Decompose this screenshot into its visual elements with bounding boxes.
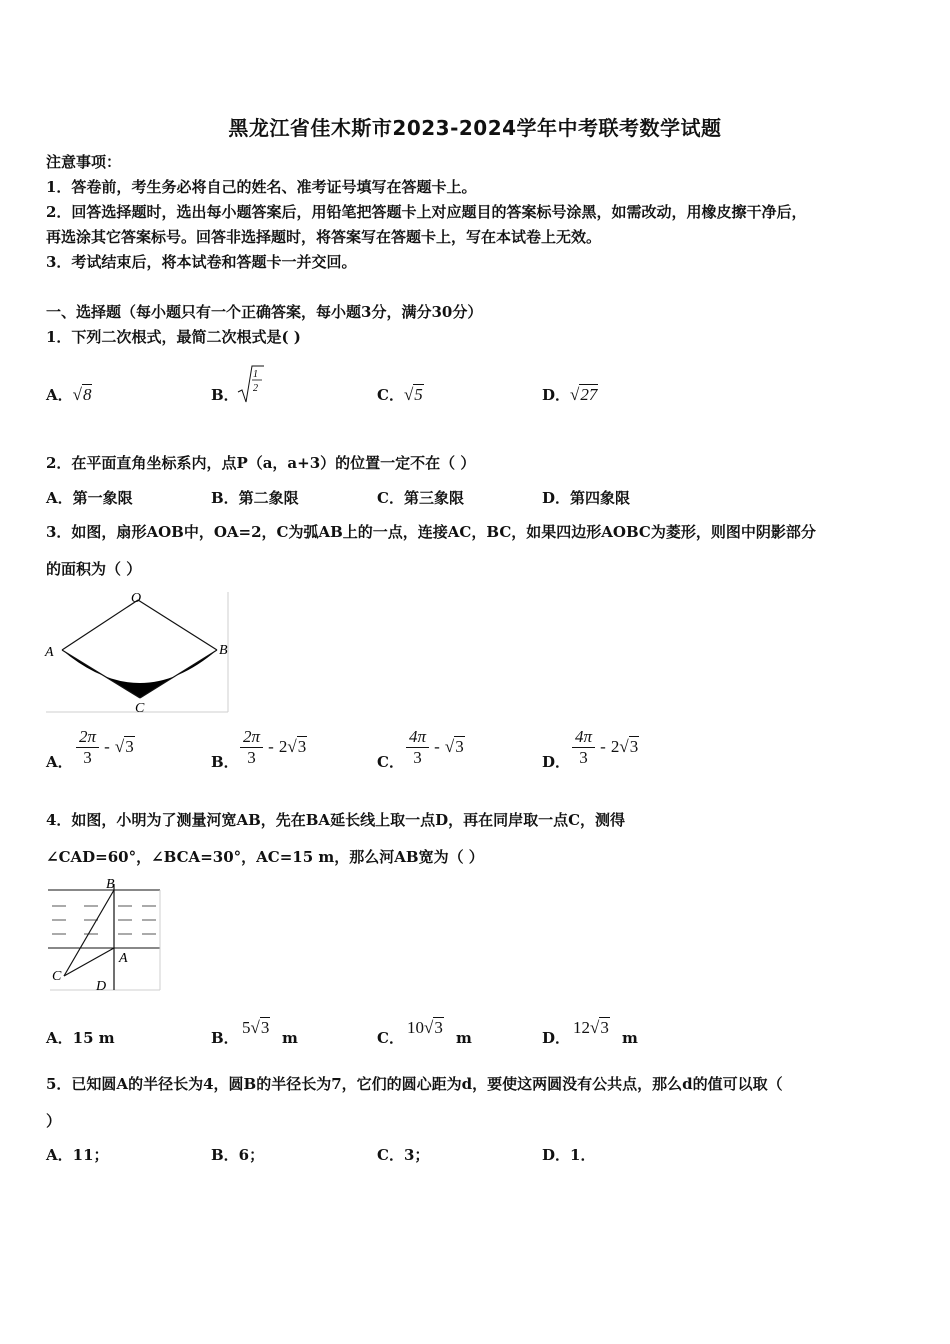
q5-option-d: D．1． — [542, 1146, 596, 1164]
q4-label-opt-a: A． — [46, 1029, 73, 1047]
q1-sqrt-a: √8 — [72, 385, 92, 404]
q3-a-radicand: 3 — [125, 737, 134, 756]
q3-a-num: 2π — [76, 727, 99, 748]
q5-option-b: B．6； — [211, 1146, 265, 1164]
q4-label-opt-c: C． — [377, 1029, 404, 1047]
page-title: 黑龙江省佳木斯市2023-2024学年中考联考数学试题 — [228, 116, 722, 140]
q5-stem-line1: 5．已知圆A的半径长为4，圆B的半径长为7，它们的圆心距为d，要使这两圆没有公共点，那么d的值可以取（ — [46, 1075, 783, 1093]
q4-a-value: 15 m — [72, 1029, 115, 1047]
q1-sqrt-b — [236, 364, 266, 408]
notice-item-3: 3．考试结束后，将本试卷和答题卡一并交回。 — [46, 253, 357, 271]
q3-d-den: 3 — [579, 748, 588, 767]
q1-stem: 1．下列二次根式，最简二次根式是( ) — [46, 328, 301, 346]
q1-frac-den: 2 — [253, 383, 258, 394]
q2-option-a: A．第一象限 — [46, 489, 133, 507]
q3-d-radicand: 3 — [629, 737, 639, 756]
q3-d-fraction — [572, 727, 595, 768]
q1-label-c: C． — [377, 386, 404, 404]
q3-b-minus: - — [268, 737, 274, 756]
q4-d-coef: 12 — [573, 1018, 590, 1037]
q3-b-num: 2π — [240, 727, 263, 748]
q4-label-opt-b: B． — [211, 1029, 239, 1047]
q1-option-c — [377, 385, 424, 405]
q3-a-den: 3 — [83, 748, 92, 767]
q3-label-opt-b: B． — [211, 753, 239, 771]
q3-label-opt-d: D． — [542, 753, 571, 771]
q3-b-coef: 2 — [278, 737, 288, 756]
q3-b-fraction — [240, 727, 263, 768]
q4-option-b — [242, 1018, 270, 1038]
q4-d-sqrt: 12√3 — [573, 1018, 609, 1037]
notice-item-2: 2．回答选择题时，选出每小题答案后，用铅笔把答题卡上对应题目的答案标号涂黑，如需改动，用橡皮擦干净后， — [46, 203, 807, 221]
q5-option-a: A．11； — [46, 1146, 109, 1164]
q1-option-b — [211, 385, 239, 405]
q3-option-c — [406, 727, 465, 768]
q4-label-c: C — [52, 969, 62, 984]
sector-figure — [42, 588, 234, 716]
q3-d-num: 4π — [572, 727, 595, 748]
q3-stem-line2: 的面积为（ ） — [46, 560, 142, 578]
q3-d-coef: 2 — [610, 737, 620, 756]
q1-label-d: D． — [542, 386, 571, 404]
q1-sqrt-c: √5 — [403, 385, 423, 404]
q1-option-d — [542, 385, 598, 405]
q5-stem-line2: ） — [46, 1112, 62, 1130]
notice-heading: 注意事项： — [46, 153, 122, 171]
q1-option-a — [46, 385, 92, 405]
q4-stem-line1: 4．如图，小明为了测量河宽AB，先在BA延长线上取一点D，再在同岸取一点C，测得 — [46, 811, 626, 829]
section-heading: 一、选择题（每小题只有一个正确答案，每小题3分，满分30分） — [46, 303, 483, 321]
notice-item-2-cont: 再选涂其它答案标号。回答非选择题时，将答案写在答题卡上，写在本试卷上无效。 — [46, 228, 602, 246]
q4-b-unit: m — [282, 1029, 298, 1047]
q3-a-fraction — [76, 727, 99, 768]
q4-d-radicand: 3 — [600, 1018, 609, 1037]
q4-c-coef: 10 — [407, 1018, 424, 1037]
q3-a-minus: - — [104, 737, 110, 756]
q5-option-c: C．3； — [377, 1146, 430, 1164]
q4-b-sqrt: 5√3 — [242, 1018, 270, 1037]
q2-option-c: C．第三象限 — [377, 489, 464, 507]
q1-sqrt-fraction — [236, 364, 266, 404]
q4-c-unit: m — [456, 1029, 472, 1047]
q4-label-b: B — [106, 877, 115, 892]
q3-a-sqrt: √3 — [114, 737, 134, 756]
q1-frac-num: 1 — [253, 369, 258, 380]
q3-option-b — [240, 727, 307, 768]
q4-c-sqrt: 10√3 — [407, 1018, 443, 1037]
q3-label-c: C — [135, 701, 145, 716]
q1-radicand-a: 8 — [82, 385, 92, 404]
q4-b-coef: 5 — [242, 1018, 251, 1037]
q4-option-d — [573, 1018, 610, 1038]
q3-option-d — [572, 727, 639, 768]
q3-c-minus: - — [434, 737, 440, 756]
q1-sqrt-d: √27 — [570, 385, 598, 404]
q3-label-a: A — [45, 645, 54, 660]
q2-stem: 2．在平面直角坐标系内，点P（a，a+3）的位置一定不在（ ） — [46, 454, 476, 472]
q3-c-sqrt: √3 — [444, 737, 464, 756]
q4-c-radicand: 3 — [434, 1018, 443, 1037]
q3-d-sqrt: 2√3 — [610, 737, 639, 756]
q3-label-opt-c: C． — [377, 753, 404, 771]
q1-label-b: B． — [211, 386, 239, 404]
q2-option-b: B．第二象限 — [211, 489, 299, 507]
q3-c-radicand: 3 — [455, 737, 464, 756]
q4-option-a — [46, 1028, 115, 1048]
q3-b-den: 3 — [247, 748, 256, 767]
q1-radicand-c: 5 — [414, 385, 423, 404]
river-figure — [44, 876, 164, 996]
q3-label-b: B — [219, 643, 228, 658]
q3-stem-line1: 3．如图，扇形AOB中，OA=2，C为弧AB上的一点，连接AC，BC，如果四边形AOBC为菱形，则图中阴影部分 — [46, 523, 816, 541]
q3-d-minus: - — [600, 737, 606, 756]
q4-figure — [44, 876, 164, 1000]
q3-option-a — [76, 727, 135, 768]
q4-label-a: A — [119, 951, 128, 966]
q4-option-c — [407, 1018, 444, 1038]
notice-item-1: 1．答卷前，考生务必将自己的姓名、准考证号填写在答题卡上。 — [46, 178, 477, 196]
q1-radicand-d: 27 — [580, 385, 598, 404]
q2-option-d: D．第四象限 — [542, 489, 631, 507]
q4-b-radicand: 3 — [260, 1018, 270, 1037]
q3-label-opt-a: A． — [46, 753, 73, 771]
q3-label-o: O — [131, 591, 142, 606]
q4-stem-line2: ∠CAD=60°，∠BCA=30°，AC=15 m，那么河AB宽为（ ） — [46, 848, 484, 866]
q3-b-sqrt: 2√3 — [278, 737, 307, 756]
q3-c-den: 3 — [413, 748, 422, 767]
q1-label-a: A． — [46, 386, 73, 404]
q3-c-fraction — [406, 727, 429, 768]
q3-b-radicand: 3 — [297, 737, 307, 756]
q3-c-num: 4π — [406, 727, 429, 748]
q3-figure — [42, 588, 234, 720]
q4-d-unit: m — [622, 1029, 638, 1047]
q4-label-d: D — [96, 979, 107, 994]
q4-label-opt-d: D． — [542, 1029, 571, 1047]
